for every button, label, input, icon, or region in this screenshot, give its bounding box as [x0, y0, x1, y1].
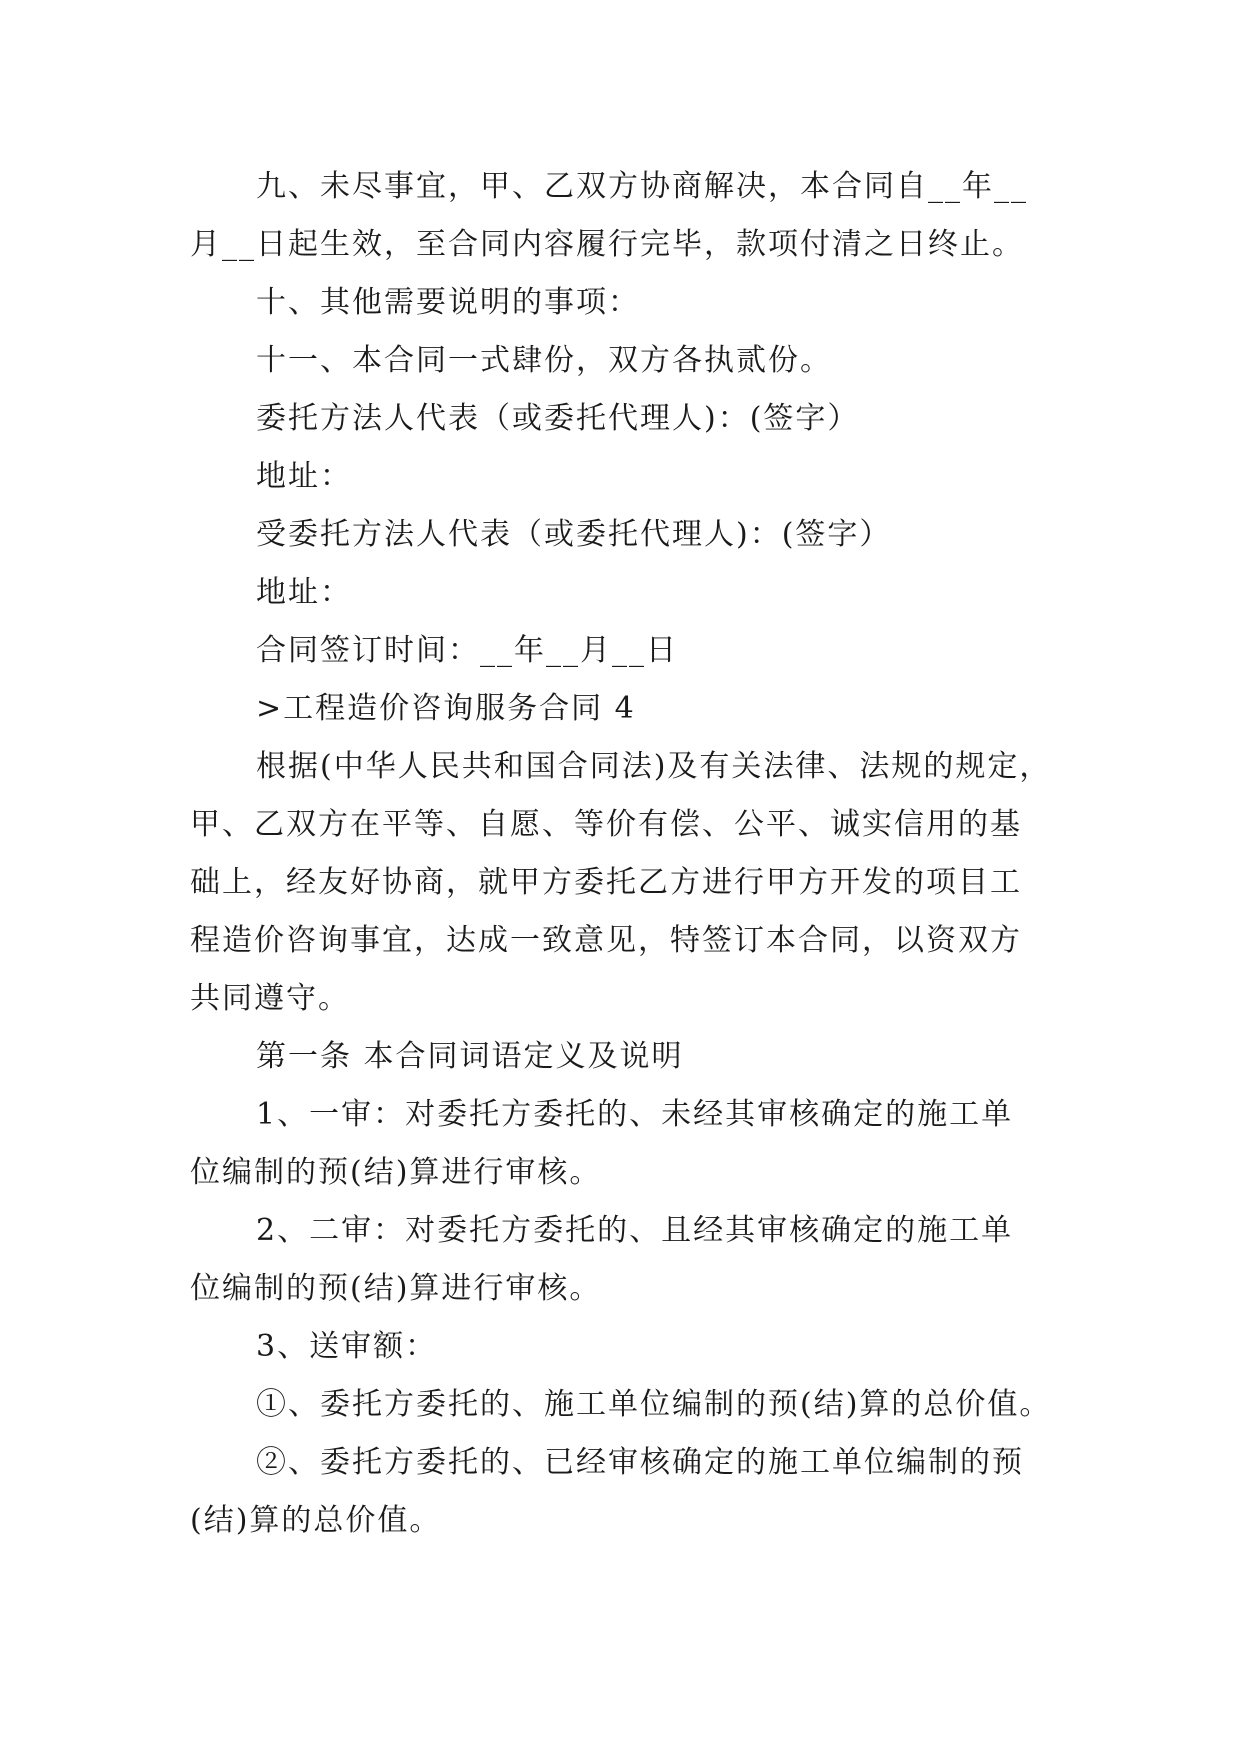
- preamble-line-5: 共同遵守。: [190, 981, 350, 1016]
- section-heading: >工程造价咨询服务合同 4: [256, 691, 636, 726]
- client-representative-signature: 委托方法人代表（或委托代理人)：(签字）: [256, 401, 860, 436]
- document-body: [190, 158, 1050, 1550]
- clause-9-line-1: 九、未尽事宜，甲、乙双方协商解决，本合同自__年__: [256, 169, 1028, 204]
- signing-date: 合同签订时间：__年__月__日: [256, 633, 678, 668]
- preamble-line-4: 程造价咨询事宜，达成一致意见，特签订本合同，以资双方: [190, 923, 1022, 958]
- definition-3: 3、送审额：: [256, 1329, 438, 1364]
- definition-2-line-2: 位编制的预(结)算进行审核。: [190, 1271, 602, 1306]
- preamble-line-1: 根据(中华人民共和国合同法)及有关法律、法规的规定，: [256, 749, 1052, 784]
- article-1-heading: 第一条 本合同词语定义及说明: [256, 1039, 684, 1074]
- definition-1-line-2: 位编制的预(结)算进行审核。: [190, 1155, 602, 1190]
- definition-1-line-1: 1、一审：对委托方委托的、未经其审核确定的施工单: [256, 1097, 1014, 1132]
- clause-9-line-2: 月__日起生效，至合同内容履行完毕，款项付清之日终止。: [190, 227, 1024, 262]
- definition-3-item-1: ①、委托方委托的、施工单位编制的预(结)算的总价值。: [256, 1387, 1052, 1422]
- definition-3-item-2-line-1: ②、委托方委托的、已经审核确定的施工单位编制的预: [256, 1445, 1024, 1480]
- clause-11: 十一、本合同一式肆份，双方各执贰份。: [256, 343, 832, 378]
- contractor-address: 地址：: [256, 575, 352, 610]
- clause-10: 十、其他需要说明的事项：: [256, 285, 640, 320]
- client-address: 地址：: [256, 459, 352, 494]
- preamble-line-2: 甲、乙双方在平等、自愿、等价有偿、公平、诚实信用的基: [190, 807, 1022, 842]
- definition-2-line-1: 2、二审：对委托方委托的、且经其审核确定的施工单: [256, 1213, 1014, 1248]
- contractor-representative-signature: 受委托方法人代表（或委托代理人)：(签字）: [256, 517, 892, 552]
- definition-3-item-2-line-2: (结)算的总价值。: [190, 1503, 442, 1538]
- preamble-line-3: 础上，经友好协商，就甲方委托乙方进行甲方开发的项目工: [190, 865, 1022, 900]
